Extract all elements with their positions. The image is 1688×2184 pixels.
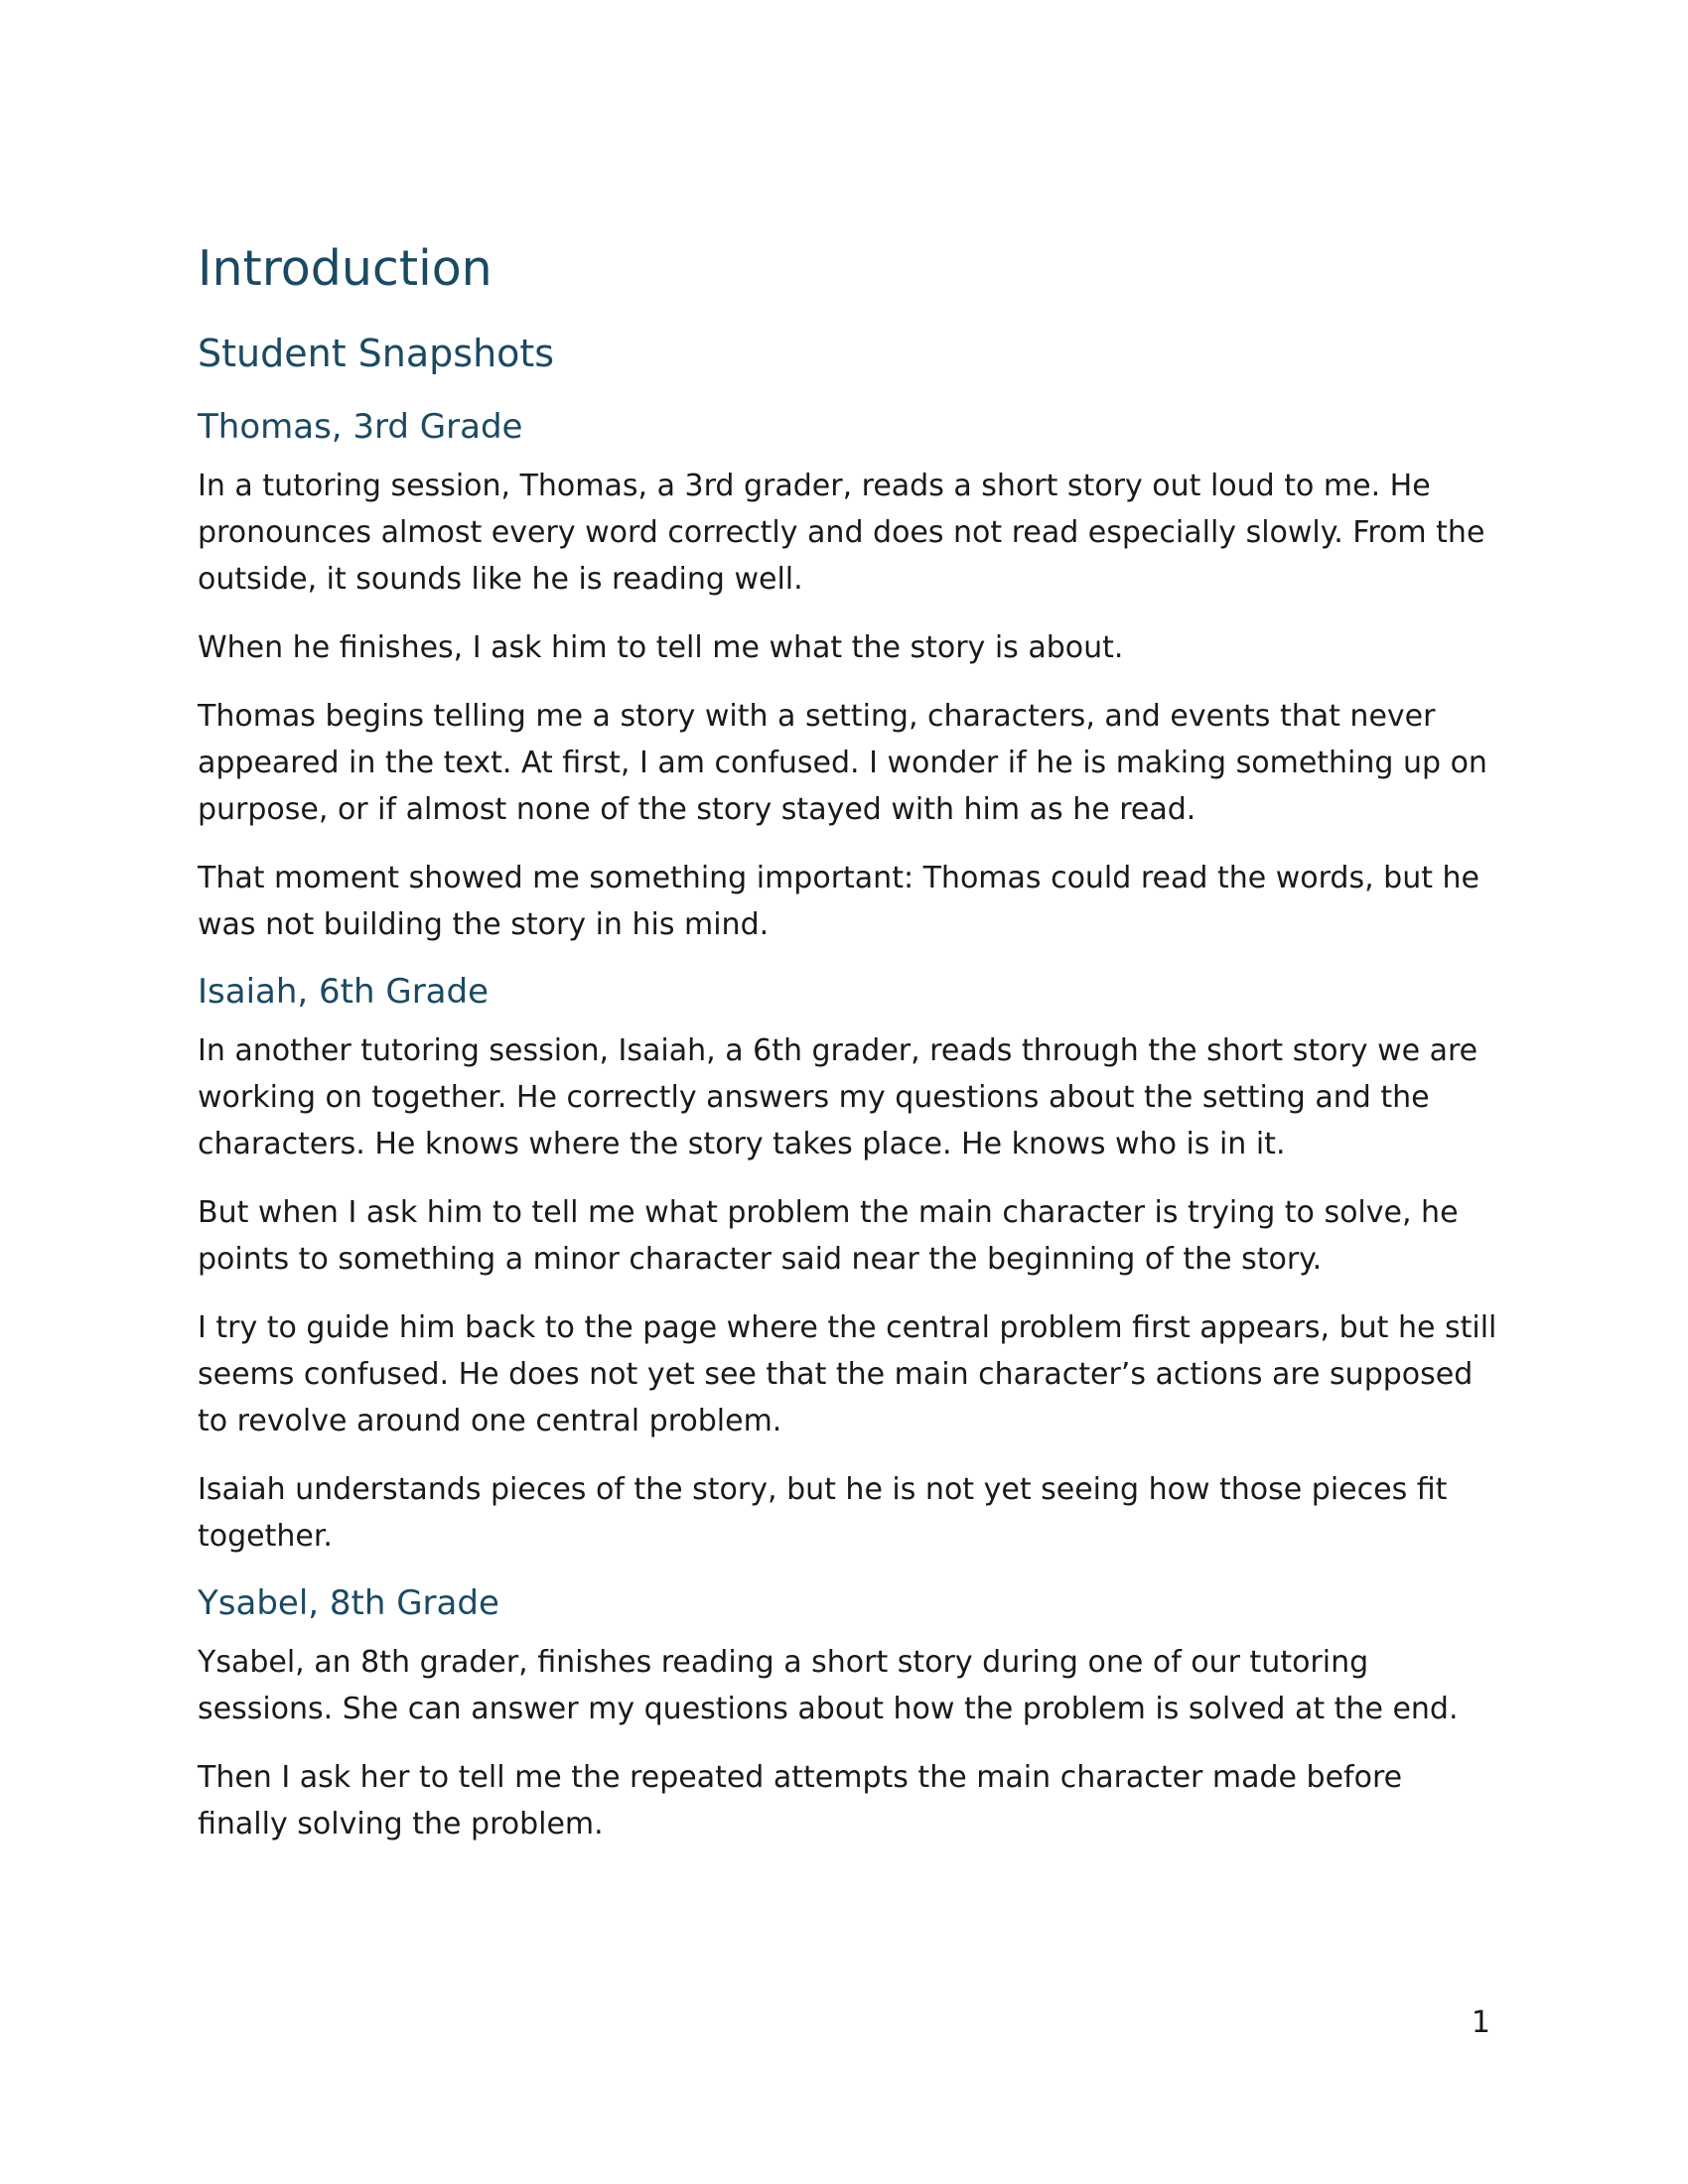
paragraph: I try to guide him back to the page where the central problem first appears, but he still seems confused. He does not yet see that the main character’s actions are supposed to revolve around one central problem. <box>198 1310 1497 1438</box>
document-page <box>198 238 1498 1869</box>
snapshot-section-ysabel <box>198 1581 1498 1847</box>
paragraph: Then I ask her to tell me the repeated attempts the main character made before finally solving the problem. <box>198 1760 1403 1842</box>
paragraph: Thomas begins telling me a story with a setting, characters, and events that never appeared in the text. At first, I am confused. I wonder if he is making something up on purpose, or if almost none of the story stayed with him as he read. <box>198 699 1487 827</box>
paragraph: In a tutoring session, Thomas, a 3rd grader, reads a short story out loud to me. He pronounces almost every word correctly and does not read especially slowly. From the outside, it sounds like he is reading well. <box>198 469 1485 597</box>
section-heading: Isaiah, 6th Grade <box>198 972 490 1012</box>
section-heading: Thomas, 3rd Grade <box>198 407 523 447</box>
paragraph: In another tutoring session, Isaiah, a 6th grader, reads through the short story we are working on together. He correctly answers my questions about the setting and the characters. He knows where the story takes place. He knows who is in it. <box>198 1033 1478 1161</box>
paragraph: That moment showed me something important: Thomas could read the words, but he was not building the story in his mind. <box>198 861 1479 942</box>
paragraph: But when I ask him to tell me what problem the main character is trying to solve, he points to something a minor character said near the beginning of the story. <box>198 1195 1459 1277</box>
paragraph: Isaiah understands pieces of the story, but he is not yet seeing how those pieces fit together. <box>198 1472 1448 1554</box>
snapshot-section-thomas <box>198 405 1498 948</box>
page-title: Introduction <box>198 240 492 297</box>
snapshot-section-isaiah <box>198 970 1498 1560</box>
section-heading: Ysabel, 8th Grade <box>198 1583 499 1623</box>
section-subtitle: Student Snapshots <box>198 332 555 375</box>
paragraph: When he finishes, I ask him to tell me what the story is about. <box>198 630 1124 665</box>
paragraph: Ysabel, an 8th grader, finishes reading a short story during one of our tutoring sessions. She can answer my questions about how the problem is solved at the end. <box>198 1645 1459 1726</box>
page-number: 1 <box>1471 2005 1490 2040</box>
